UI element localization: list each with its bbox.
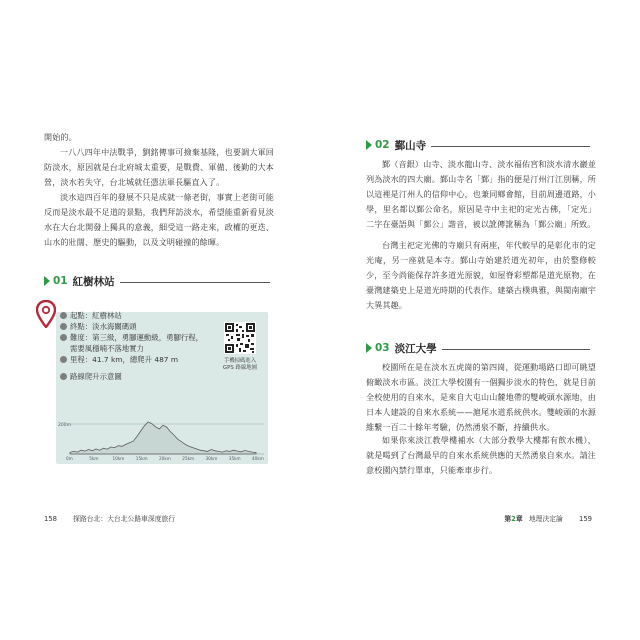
chapter-prefix: 第 — [504, 515, 512, 523]
paragraph-tamkang-campus: 校園所在是在淡水五虎崗的第四崗，從運動場路口即可眺望俯瞰淡水市區。淡江大學校園有一個獨步淡水的特色，就是目前全校使用的自來水，是來自大屯山山麓地帶的雙峻頭水源地，由日本人建設的自來水系統——滬尾水道系統供水。雙峻頭的水源維繫一百二十餘年考驗，仍然湧泉不斷，持續供水。 — [366, 362, 596, 432]
paragraph-sino-french-war: 一八八四年中法戰爭，劉銘傳事可撿棄基隆，也要調大軍回防淡水，原因就是台北府城太重要，是戰費、軍備、後勤的大本營，淡水若失守，台北城就任憑法軍長驅直入了。 — [44, 147, 274, 187]
x-tick-label: 30km — [205, 456, 218, 461]
x-tick-label: 25km — [182, 456, 195, 461]
x-tick-label: 0m — [66, 456, 73, 461]
section-number: 01 — [53, 275, 68, 287]
paragraph-yinshan-temple: 鄞（音銀）山寺、淡水龍山寺、淡水福佑宮和淡水清水巖並列為淡水的四大廟。鄞山寺名「鄞」指的便是汀州汀江別稱，所以這裡是汀州人的信仰中心，也兼同鄉會館，目前周邊道路，小學，里名都以鄞公命名，原因是寺中主祀的定光古佛，「定光」二字在臺語與「鄞公」諧音，被以訛傳訛稱為「鄞公廟」所致。 — [366, 159, 596, 229]
x-tick-label: 15km — [135, 456, 148, 461]
chapter-suffix: 章 — [515, 515, 523, 523]
route-start: 起點：紅樹林站 — [60, 310, 203, 321]
x-tick-label: 20km — [159, 456, 171, 461]
route-difficulty-note: 需要風穩喃不落地實力 — [70, 344, 144, 353]
paragraph-dingguang-buddha: 台灣主祀定光佛的寺廟只有兩座，年代較早的是彰化市的定光庵，另一座就是本寺。鄞山寺始建於道光初年，由於整修較少，至今尚能保存許多道光原貌，如屋脊彩塑都是道光原物，在臺灣建築史上是道光時期的代表作。建築古樸典雅，與閩南廟宇大異其趣。 — [366, 240, 596, 310]
bullet-icon — [60, 334, 67, 341]
section-number: 03 — [375, 342, 390, 354]
x-tick-label: 5km — [89, 456, 99, 461]
location-pin-icon — [36, 300, 56, 328]
section-title: 紅樹林站 — [72, 275, 115, 288]
running-title: 探路台北：大台北公路車深度旅行 — [73, 515, 176, 523]
qr-code-icon[interactable] — [224, 322, 256, 354]
y-tick-label: 200m — [58, 423, 71, 428]
chapter-title: 地理決定論 — [528, 515, 563, 523]
section-rule — [431, 146, 590, 147]
section-rule — [120, 282, 270, 283]
section-arrow-icon — [366, 343, 372, 353]
section-title: 鄞山寺 — [394, 139, 427, 152]
page-number: 158 — [44, 515, 57, 523]
section-arrow-icon — [366, 140, 372, 150]
section-heading-02 — [366, 137, 590, 153]
route-distance: 里程：41.7 km，總爬升 487 m — [60, 354, 203, 365]
section-heading-03 — [366, 340, 590, 356]
route-info-card — [44, 300, 268, 464]
paragraph-water-refill: 如果你來淡江教學樓補水（大部分教學大樓都有飲水機），就是喝到了台灣最早的自來水系統供應的天然湧泉自來水。請注意校園內禁行單車，只能牽車步行。 — [366, 435, 596, 475]
elevation-line — [70, 422, 256, 454]
qr-caption: 手機掃碼進入 GPS 路線地圖 — [222, 358, 258, 371]
x-tick-label: 40km — [252, 456, 264, 461]
left-footer — [44, 513, 175, 523]
x-tick-labels — [66, 456, 264, 461]
paragraph-continuation: 開始的。 — [44, 132, 77, 142]
bullet-icon — [60, 323, 67, 330]
bullet-icon — [60, 312, 67, 319]
paragraph-tamsui-development: 淡水這四百年的發展不只是成就一條老街，事實上老街可能反而是淡水最不足道的景點，我們拜訪淡水，希望能重新看見淡水在大台北開發上獨具的意義，細受這一路走來，政權的更迭、山水的壯闊、歷史的驅動，以及文明碰撞的餘暉。 — [44, 192, 274, 247]
x-tick-label: 35km — [228, 456, 241, 461]
section-rule — [442, 349, 590, 350]
route-end: 終點：淡水海關碼頭 — [60, 321, 203, 332]
elevation-profile-chart — [56, 402, 268, 464]
section-heading-01 — [44, 273, 270, 289]
right-footer — [504, 513, 592, 523]
chapter-number: 2 — [511, 515, 516, 523]
section-arrow-icon — [44, 276, 50, 286]
section-number: 02 — [375, 139, 390, 151]
route-elevation-label: 路線爬升示意圖 — [60, 371, 203, 382]
route-difficulty: 難度：第三級，勇腳運動級，勇腳行程， — [60, 332, 203, 343]
section-title: 淡江大學 — [394, 342, 437, 355]
bullet-icon — [60, 356, 67, 363]
bullet-icon — [60, 373, 67, 380]
x-tick-label: 10km — [112, 456, 125, 461]
right-page — [320, 0, 640, 640]
page-number: 159 — [579, 515, 592, 523]
route-details — [60, 310, 203, 382]
